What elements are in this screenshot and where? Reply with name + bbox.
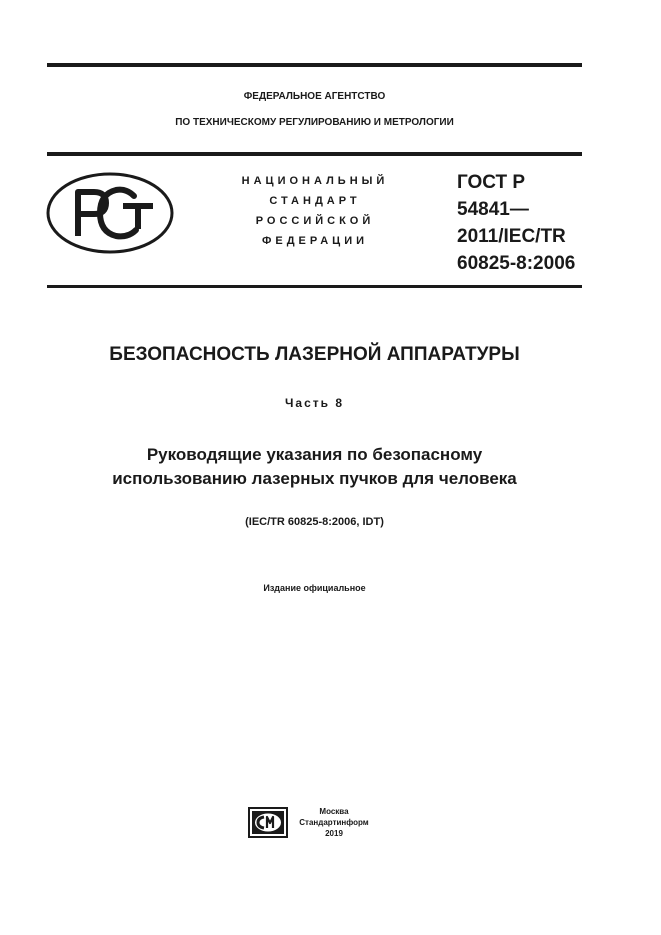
designation-line-3: 2011/IEC/TR [457,226,566,247]
rst-logo [46,172,174,254]
publisher-name: Стандартинформ [299,818,369,827]
standard-block-bottom-rule [47,285,582,288]
publisher-city: Москва [319,807,349,816]
publisher-info [292,806,376,839]
standard-designation [457,169,575,277]
standard-type-line-2: СТАНДАРТ [269,195,361,207]
standard-type-line-1: НАЦИОНАЛЬНЫЙ [241,175,389,187]
rst-logo-icon [46,172,174,254]
publisher-logo [248,807,288,838]
standard-block-top-rule [47,152,582,156]
standartinform-logo-icon [248,807,288,838]
top-rule [47,63,582,67]
publisher-year: 2019 [325,829,343,838]
subtitle-line-1: Руководящие указания по безопасному [146,445,483,464]
designation-line-1: ГОСТ Р [457,172,526,193]
edition-label: Издание официальное [263,583,366,593]
standard-type-block [220,171,410,251]
standard-type-line-3: РОССИЙСКОЙ [255,215,375,227]
document-subtitle [47,443,582,491]
subtitle-line-2: использованию лазерных пучков для человека [112,469,517,488]
part-label: Часть 8 [284,396,345,410]
document-title: БЕЗОПАСНОСТЬ ЛАЗЕРНОЙ АППАРАТУРЫ [109,344,520,365]
equivalence-note: (IEC/TR 60825-8:2006, IDT) [245,516,384,528]
agency-line-2: ПО ТЕХНИЧЕСКОМУ РЕГУЛИРОВАНИЮ И МЕТРОЛОГИИ [175,117,454,128]
agency-line-1: ФЕДЕРАЛЬНОЕ АГЕНТСТВО [243,91,386,102]
designation-line-4: 60825-8:2006 [457,253,576,274]
standard-type-line-4: ФЕДЕРАЦИИ [261,235,369,247]
designation-line-2: 54841— [457,199,529,220]
